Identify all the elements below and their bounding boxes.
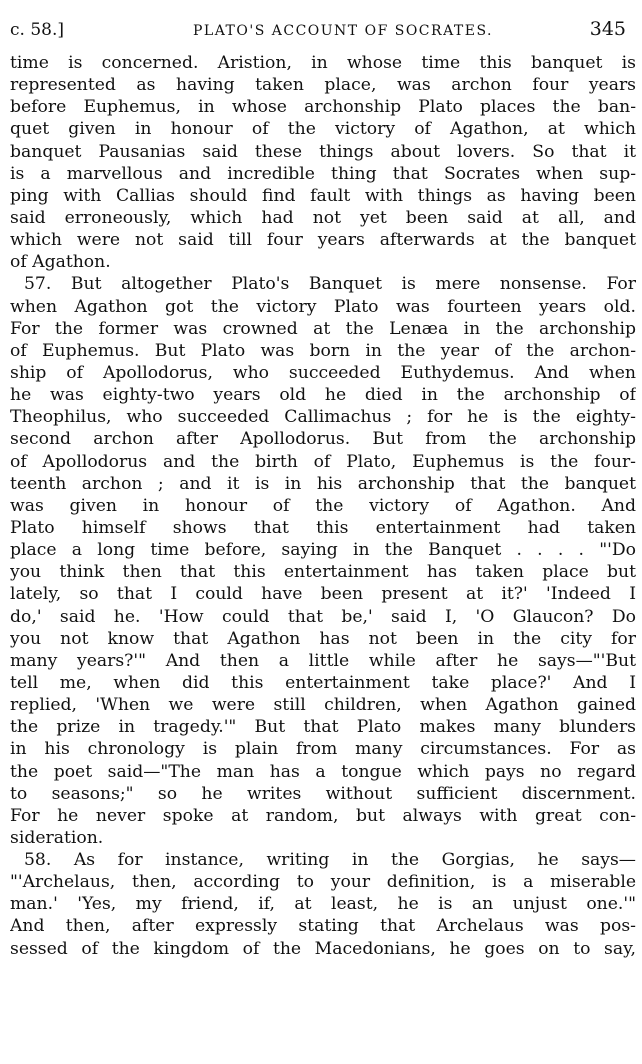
text-line: before Euphemus, in whose archonship Plato places the ban- <box>10 97 636 118</box>
text-line: man.' 'Yes, my friend, if, at least, he is an unjust one.'" <box>10 894 636 915</box>
text-line: "'Archelaus, then, according to your definition, is a miserable <box>10 872 636 893</box>
running-title: PLATO'S ACCOUNT OF SOCRATES. <box>192 23 494 39</box>
text-line: teenth archon ; and it is in his archonship that the banquet <box>10 473 636 494</box>
text-line: ship of Apollodorus, who succeeded Euthydemus. And when <box>10 362 636 383</box>
running-header <box>10 6 636 52</box>
text-line: of Euphemus. But Plato was born in the year of the archon- <box>10 340 636 361</box>
text-line: tell me, when did this entertainment take place?' And I <box>10 672 636 693</box>
text-line: represented as having taken place, was archon four years <box>10 75 636 96</box>
text-line: which were not said till four years afterwards at the banquet <box>10 230 636 251</box>
text-line: place a long time before, saying in the Banquet . . . . "'Do <box>10 540 636 561</box>
text-line: the poet said—"The man has a tongue which pays no regard <box>10 761 636 782</box>
text-line: is a marvellous and incredible thing that Socrates when sup- <box>10 163 636 184</box>
text-line: ping with Callias should find fault with things as having been <box>10 185 636 206</box>
text-line: you not know that Agathon has not been in the city for <box>10 628 636 649</box>
text-line: was given in honour of the victory of Agathon. And <box>10 495 636 516</box>
text-line: replied, 'When we were still children, when Agathon gained <box>10 695 636 716</box>
body-text <box>10 52 636 960</box>
text-line: many years?'" And then a little while after he says—"'But <box>10 650 636 671</box>
text-line: to seasons;" so he writes without sufficient discernment. <box>10 783 636 804</box>
text-line: 57. But altogether Plato's Banquet is mere nonsense. For <box>24 274 636 295</box>
text-line: sideration. <box>10 827 104 848</box>
text-line: banquet Pausanias said these things about lovers. So that it <box>10 141 636 162</box>
text-line: do,' said he. 'How could that be,' said I, 'O Glaucon? Do <box>10 606 636 627</box>
text-line: of Agathon. <box>10 252 111 273</box>
text-line: said erroneously, which had not yet been said at all, and <box>10 207 636 228</box>
text-line: the prize in tragedy.'" But that Plato makes many blunders <box>10 717 636 738</box>
page-number: 345 <box>589 18 626 40</box>
text-line: For he never spoke at random, but always with great con- <box>10 805 636 826</box>
text-line: time is concerned. Aristion, in whose time this banquet is <box>10 53 636 73</box>
text-line: quet given in honour of the victory of Agathon, at which <box>10 119 636 140</box>
text-line: second archon after Apollodorus. But from the archonship <box>10 429 636 450</box>
text-line: in his chronology is plain from many circumstances. For as <box>10 739 636 760</box>
text-line: 58. As for instance, writing in the Gorgias, he says— <box>24 850 636 871</box>
text-line: you think then that this entertainment has taken place but <box>10 562 636 583</box>
text-line: Theophilus, who succeeded Callimachus ; for he is the eighty- <box>10 407 636 428</box>
text-line: he was eighty-two years old he died in the archonship of <box>10 385 636 406</box>
text-line: lately, so that I could have been present at it?' 'Indeed I <box>10 584 636 605</box>
text-line: Plato himself shows that this entertainment had taken <box>10 517 636 538</box>
text-line: sessed of the kingdom of the Macedonians, he goes on to say, <box>10 938 636 959</box>
section-reference: c. 58.] <box>10 20 64 40</box>
text-line: of Apollodorus and the birth of Plato, Euphemus is the four- <box>10 451 636 472</box>
text-line: For the former was crowned at the Lenæa in the archonship <box>10 318 636 339</box>
text-line: when Agathon got the victory Plato was fourteen years old. <box>10 296 636 317</box>
text-line: And then, after expressly stating that Archelaus was pos- <box>10 916 636 937</box>
